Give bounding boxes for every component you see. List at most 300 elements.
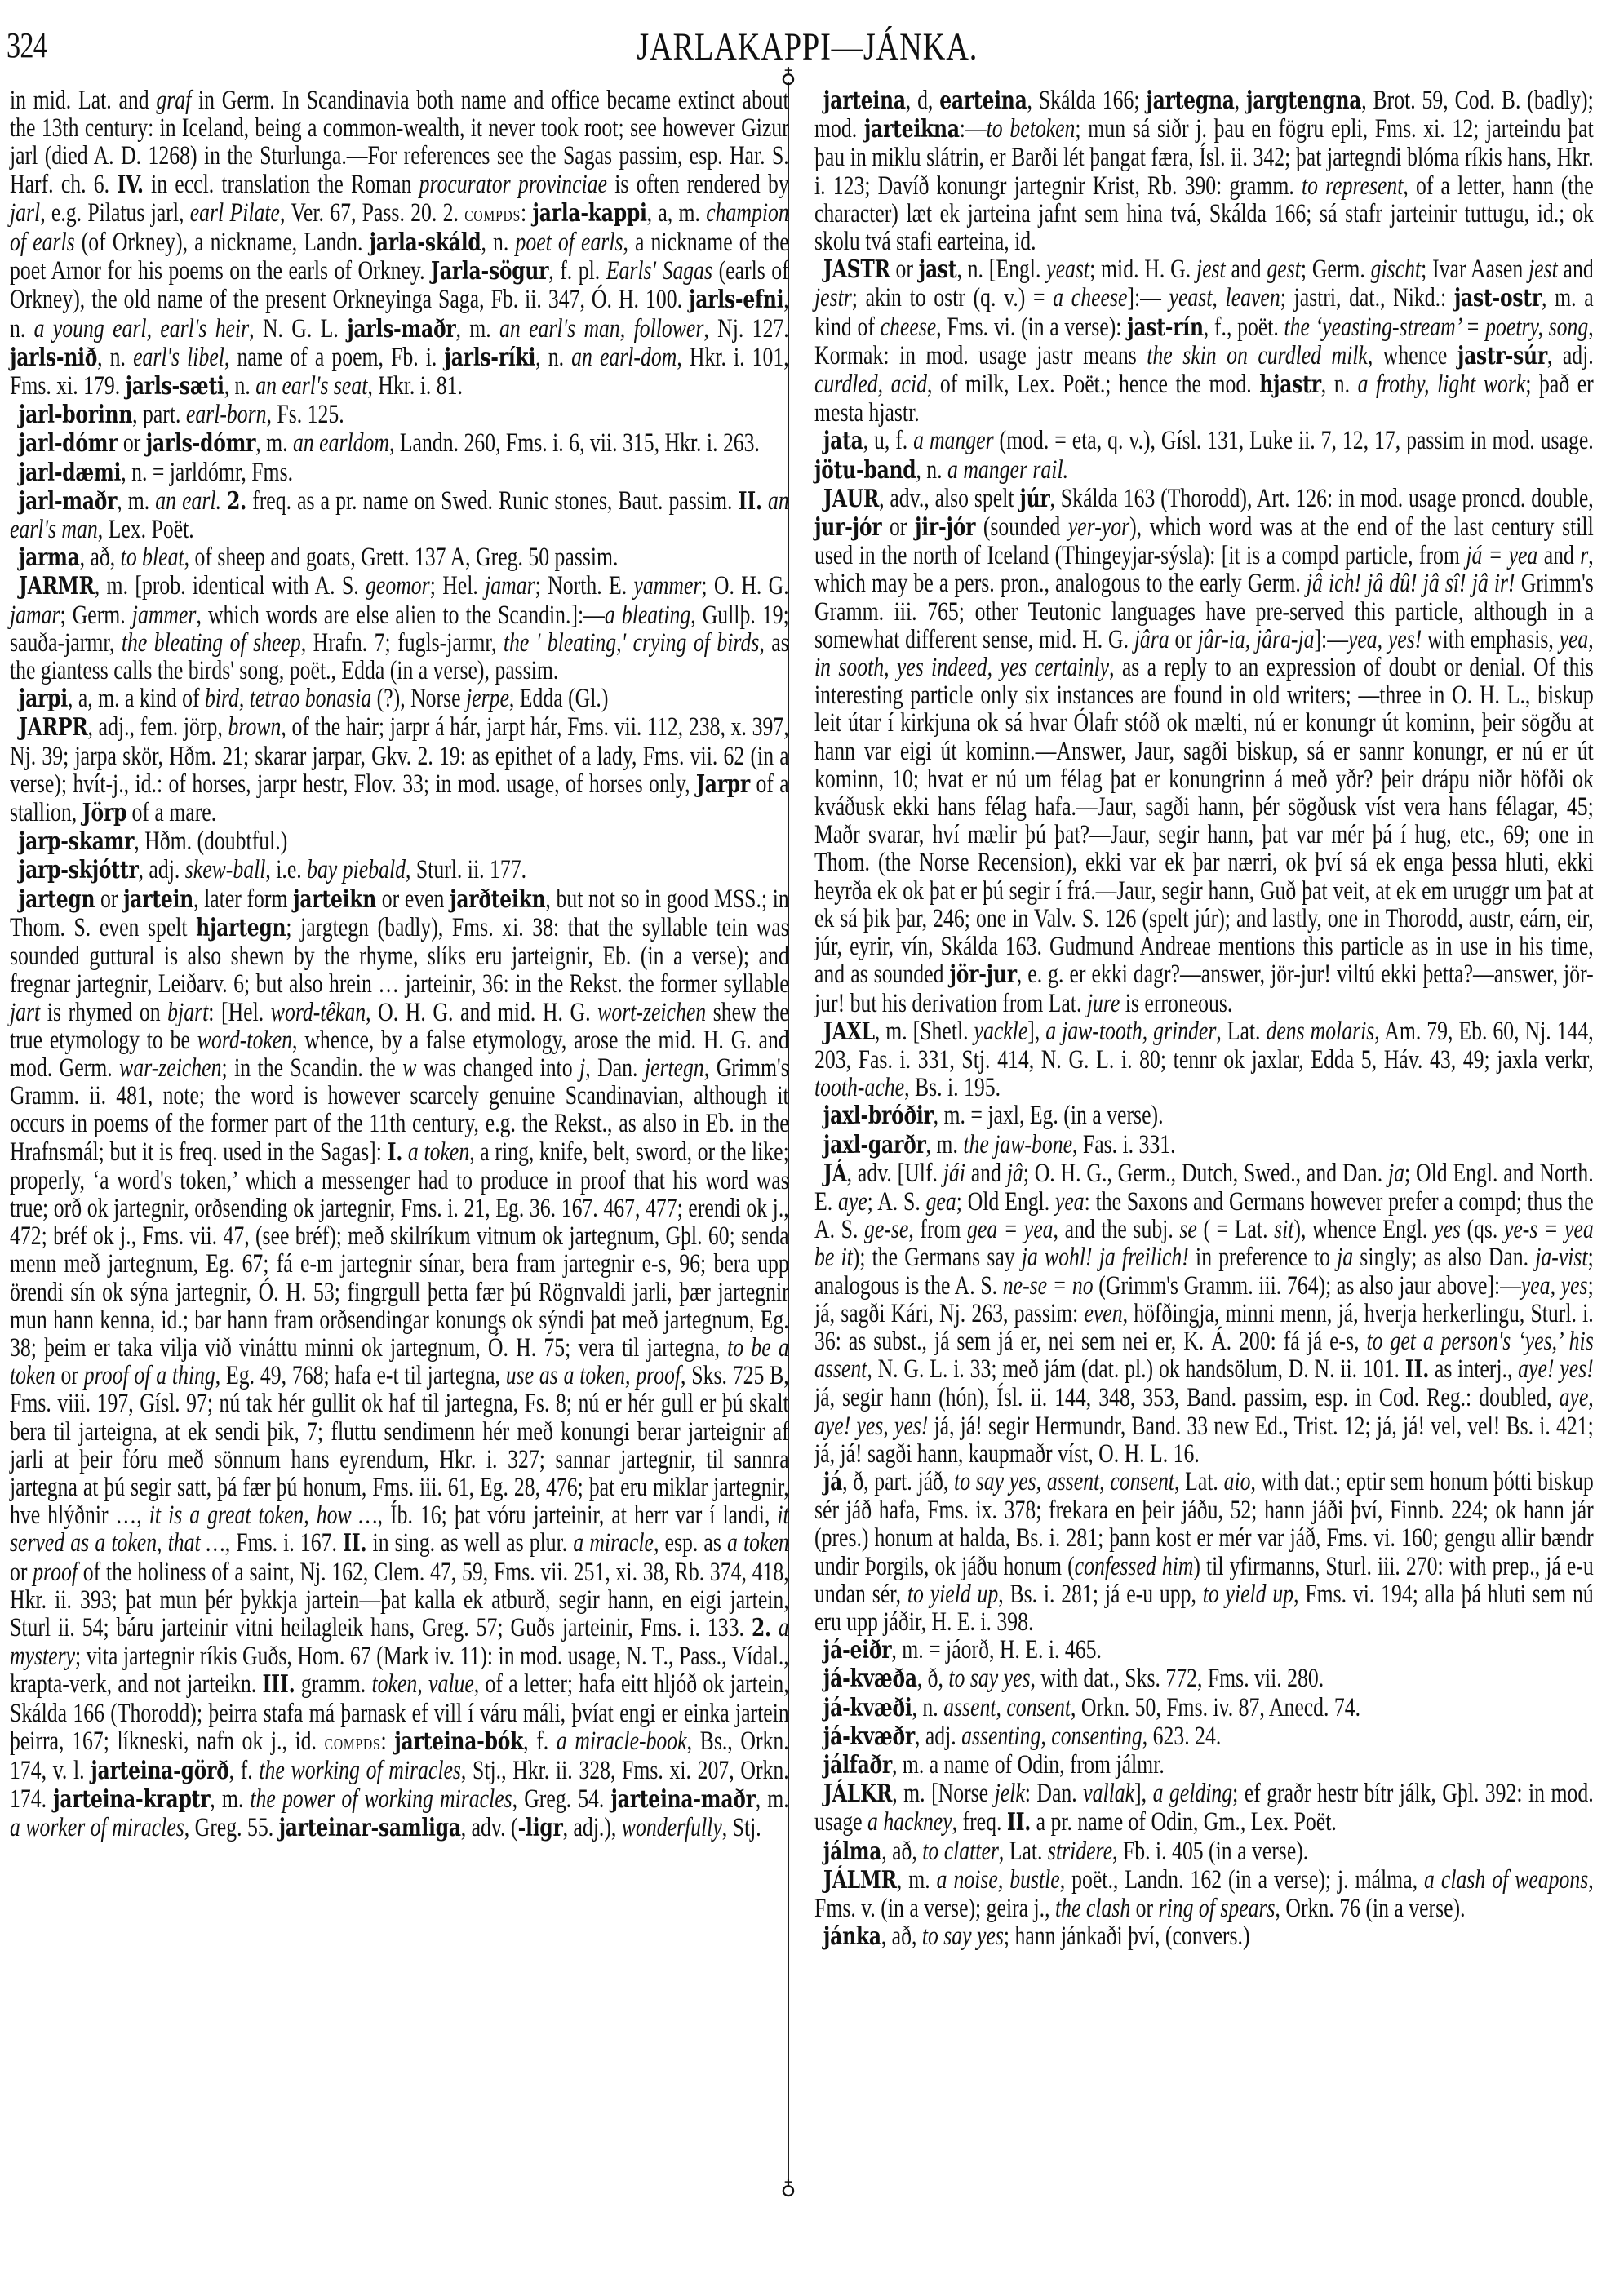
headword: jarls-maðr [347,314,456,344]
gloss: the working of miracles [259,1755,461,1785]
gloss: bjart [167,997,209,1027]
text-run: : [521,197,533,228]
text-run [762,486,768,516]
text-run: , Dan. [585,1053,645,1083]
dictionary-entry [10,713,789,827]
text-run: : [Hel. [208,997,271,1027]
gloss: graf [156,86,192,115]
text-run: ; jastri, dat., Nikd.: [1280,283,1454,313]
gloss: aio [1223,1466,1251,1496]
gloss: jest [1196,255,1226,285]
text-run: ], [1027,1016,1046,1046]
headword: II. [343,1529,367,1558]
text-run: , a nickname of the poet Arnor for his poems on the earls of Orkney. [10,228,789,286]
text-run: ; akin to ostr (q. v.) = [851,283,1054,313]
headword: já-kvæða [823,1664,917,1694]
dictionary-entry [814,1159,1594,1468]
right-column [814,86,1594,1951]
gloss: to clatter [922,1836,999,1866]
headword: jarpi [18,685,68,714]
headword: earteina [939,86,1027,115]
text-run: , m. a name of Odin, from jálmr. [891,1749,1165,1780]
gloss: use as a token, proof [505,1361,681,1391]
text-run: : the Saxons and Germans however prefer a compd; thus the A. S. [814,1186,1594,1245]
headword: II. [1404,1355,1430,1385]
gloss: ja wohl! ja freilich! [1021,1243,1189,1273]
gloss: to be a token [10,1332,789,1391]
dictionary-entry [10,685,789,713]
dictionary-entry [814,485,1594,1017]
text-run: (earls of Orkney), the old name of the present Orkneyinga Saga, Fb. ii. 347, Ó. H. 100. [10,256,789,315]
text-run: , part. [132,400,186,430]
text-run: , að, [79,543,121,573]
headword: jálma [823,1837,882,1866]
gloss: brown [228,712,282,742]
headword: I. [387,1137,403,1167]
gloss: wort-zeichen [597,997,707,1027]
headword: jast-ostr [1453,284,1542,313]
headword: jarls-efni [689,286,784,315]
dictionary-entry [10,401,789,429]
gloss: jure [1086,988,1120,1018]
gloss: se [1179,1215,1197,1245]
headword: jarls-nið [10,343,98,372]
headword: jast-rín [1127,312,1204,342]
headword: jötu-band [814,455,916,485]
gloss: jâra [1134,624,1169,654]
text-run: ), whence Engl. [1293,1215,1434,1245]
dictionary-entry [814,1131,1594,1159]
text-run: , Ver. 67, Pass. 20. 2. [279,197,465,228]
headword: jir-jór [915,513,976,543]
text-run: , Bs. i. 281; já e-u upp, [998,1579,1203,1609]
text-run: ; O. H. G., Germ., Dutch, Swed., and Dan. [1023,1158,1389,1188]
text-run: , n. [10,285,789,344]
headword: jarl-borinn [18,401,133,430]
dictionary-entry [814,1664,1594,1693]
gloss: champion of earls [10,197,789,258]
headword: jarteinar-samliga [278,1814,461,1843]
text-run: já, já! segir Hermundr, Band. 33 new Ed., Trist. 12; já, já! vel, vel! Bs. i. 421; já, já! sagði hann, kaupmaðr víst, O. H. L. 16. [814,1411,1594,1469]
text-run: , n. [535,342,572,372]
text-run: , adv., also spelt [879,483,1020,513]
text-run: ; mid. H. G. [1089,255,1196,285]
headword: já-eiðr [823,1636,892,1665]
gloss: jái [943,1158,965,1188]
ornament-bottom-icon: ♁ [780,2175,796,2199]
gloss: earl Pilate [189,197,280,228]
text-run: , Orkn. 50, Fms. iv. 87, Anecd. 74. [1070,1692,1361,1722]
gloss: a miracle-book [556,1726,687,1756]
gloss: an earl. [155,485,222,516]
gloss: w [402,1053,417,1083]
headword: júr [1019,484,1050,513]
gloss: to betoken [986,114,1076,144]
gloss: aye! yes! [1518,1354,1594,1385]
text-run: , Bs. i. 195. [904,1073,1001,1103]
text-run: , with dat.; eptir sem honum þótti biskup sér jáð hafa, Fms. ix. 378; frekara en þeir jáðu, 52; hann jáði því, Finnb. 224; ok hann jár (pres.) honum at halda, Bs. i. 281; þann kost er mér var jáð, Fms. vi. 160; gengu allir bændr undir Þorgils, ok jáðu honum ( [814,1466,1594,1581]
gloss: a token [726,1528,789,1558]
text-run: ; Hel. [429,571,486,601]
headword: JAXL [823,1017,875,1046]
headword: jarteikn [293,884,377,914]
gloss: já = yea [1466,541,1538,571]
text-run: , esp. as [653,1528,727,1558]
gloss: vallak [1083,1779,1135,1809]
gloss: geomor [366,571,430,601]
text-run: , i.e. [265,855,308,885]
text-run: ; vita jartegnir ríkis Guðs, Hom. 67 (Mark iv. 11): in mod. usage, N. T., Pass., Vídal., krapta-verk, and not jarteikn. [10,1642,789,1700]
text-run: , Sks. 725 B, Fms. viii. 197, Gísl. 97; nú tak hér gullit ok haf til jartegna, Fs. 8; nú er hér gull er þú skalt bera til jarteigna, at ek sendi þik, 7; fluttu sendimenn hér með konungi berar jarteignir af jarli at þeir fóru með sönnum hans eyrendum, Hkr. i. 327; sannar jartegnir, til sannra jartegna at þú segir satt, þá fær þú honum, Fms. iii. 61, Eg. 28, 476; þat eru miklar jartegnir, hve hlýðnir …, [10,1361,789,1531]
headword: jata [823,427,863,456]
gloss: the jaw-bone [963,1129,1073,1159]
headword: -ligr [517,1814,563,1843]
text-run: ; það er mesta hjastr. [814,370,1594,428]
gloss: a token [407,1137,470,1167]
text-run: or [95,884,124,914]
text-run: ; já, sagði Kári, Nj. 263, passim: [814,1270,1594,1328]
text-run: , Hrafn. 7; fugls-jarmr, [300,627,504,658]
dictionary-entry [814,427,1594,484]
headword: jarteina [823,86,906,115]
text-run: , d, [905,86,940,115]
gloss: jertegn [644,1053,704,1083]
headword: jarteina-görð [91,1756,229,1785]
text-run: as interj., [1429,1354,1519,1385]
text-run: ; mun sá siðr j. þau en fögru epli, Fms. xi. 12; jarteindu þat þau in miklu slátrin, er Barði lét þangat færa, Ísl. ii. 342; þat jartegndi blóma ríkis hans, Hkr. i. 123; Davíð konungr jartegnir Krist, Rb. 390: gramm. [814,114,1594,201]
gloss: the ‘yeasting-stream’ = poetry, song [1284,312,1589,342]
text-run: a pr. name of Odin, Gm., Lex. Poët. [1031,1807,1337,1837]
text-run: , m. [prob. identical with A. S. [94,571,366,601]
headword: jör-jur [949,960,1017,990]
text-run: , Lat. [998,1836,1048,1866]
text-run: : [380,1726,395,1756]
text-run: , að, [881,1836,923,1866]
text-run: , m. [Norse [892,1779,995,1809]
text-run: gramm. [295,1669,372,1700]
gloss: the skin on curdled milk [1147,340,1368,370]
text-run: , a, m. [646,197,707,228]
ornament-top-icon: ♁ [780,64,796,87]
gloss: jâ ich! jâ dû! jâ sî! jâ ir! [1306,569,1515,599]
text-run: or even [376,884,450,914]
text-run: : Dan. [1024,1779,1084,1809]
text-run: , of milk, Lex. Poët.; hence the mod. [926,370,1260,400]
headword: já [823,1467,843,1496]
text-run: , n. [224,371,256,401]
headword: jur-jór [814,513,882,543]
gloss: r [1580,541,1589,571]
text-run: , f. pl. [548,256,606,286]
gloss: ring of spears [1158,1894,1276,1923]
text-run: , Íb. 16; þat vóru jarteinir, at herr var í landi, [377,1500,778,1531]
text-run: , adv. ( [460,1813,518,1843]
text-run: , Orkn. 76 (in a verse). [1275,1894,1466,1923]
headword: JARPR [18,713,88,742]
text-run: and [1557,255,1594,285]
text-run: , adj. [914,1721,962,1751]
dictionary-entry [10,459,789,487]
gloss: cheese [880,312,937,342]
headword: 2. [751,1613,771,1642]
text-run: , m. a kind of [814,283,1594,342]
gloss: assenting, consenting [961,1721,1142,1751]
text-run: ; Germ. [1300,255,1371,285]
text-run: or [118,428,146,459]
text-run: , m. [455,313,500,344]
dictionary-entry [814,1017,1594,1102]
text-run: , m. [755,1784,789,1815]
headword: jálfaðr [823,1750,892,1780]
dictionary-entry [814,1722,1594,1751]
gloss: the ' bleating,' crying of birds [503,627,760,658]
dictionary-entry [10,572,789,685]
text-run: and [1537,541,1581,571]
headword: jarteina-maðr [610,1785,756,1815]
text-run: , Brot. 59, Cod. B. (badly); mod. [814,86,1594,144]
gloss: a miracle [573,1528,654,1558]
dictionary-entry [814,1751,1594,1780]
text-run: , Fms. vi. 194; alla þá hluti sem nú eru upp jáðir, H. E. i. 398. [814,1579,1594,1637]
gloss: yea, yes! [1347,624,1422,654]
text-run: of the holiness of a saint, Nj. 162, Clem. 47, 59, Fms. vii. 251, xi. 38, Rb. 374, 418, Hkr. ii. 393; þat mun þér þykkja jartein—þat kalla ek atburð, segir hann, en eigi jartein, Sturl ii. 54; báru jarteinir vitni heilagleik hans, Greg. 57; Guðs jarteinir, Fms. i. 133. [10,1557,789,1642]
gloss: a jaw-tooth, grinder [1045,1016,1217,1046]
text-run: in eccl. translation the Roman [143,169,419,199]
text-run: , m. [Shetl. [874,1016,974,1046]
text-run: , Landn. 260, Fms. i. 6, vii. 315, Hkr. i. 263. [388,428,760,459]
gloss: jâ [1006,1158,1023,1188]
dictionary-entry [814,1101,1594,1130]
gloss: assent, consent [943,1692,1071,1722]
gloss: ja-vist [1535,1243,1588,1273]
gloss: stridere [1047,1836,1113,1866]
gloss: to yield up [907,1579,999,1609]
headword: jánka [823,1922,881,1952]
text-run [771,1613,779,1642]
gloss: war-zeichen [119,1053,222,1083]
text-run: , whence, by a false etymology, arose the mid. H. G. and mod. Germ. [10,1025,789,1083]
gloss: the power of working miracles [250,1784,512,1815]
text-run: , a ring, knife, belt, sword, or the like; properly, ‘a word's token,’ which a messenger had to produce in proof that his word was true; orð ok jartegnir, orðsending ok jartegnir, Fms. i. 21, Eg. 36. 167. 467, 477; erendi ok j., 472; bréf ok j., Fms. vii. 47, (see bréf); með skilríkum vitnum ok jartegnum, Gþl. 60; senda menn með jartegnum, Eg. 67; fá e-m jartegnir sínar, bera fram jartegnir e-s, 96; bera upp örendi sín ok sýna jartegnir, Ó. H. 53; fingrgull þetta fær þú Rögnvaldi jarli, þær jartegnir mun hann kenna, id.; bar hann fram orðsendingar konungs ok sýndi þat með jartegnum, Eg. 38; þeim er taka vilja við vináttu minni ok jartegnum, Ó. H. 75; vera til jartegna, [10,1137,789,1363]
headword: jarls-ríki [444,343,536,372]
gloss: a worker of miracles [10,1813,184,1843]
headword: jartein [123,884,193,914]
text-run: of a stallion, [10,769,789,828]
gloss: jestr [814,283,852,313]
text-run: or [1130,1894,1159,1923]
text-run: , Edda (Gl.) [508,684,609,714]
gloss: procurator provinciae [419,169,607,199]
text-run: or [881,512,916,543]
text-run: , n. [916,454,948,485]
text-run: , n. [Engl. [956,255,1047,285]
gloss: it served as a token, that … [10,1500,789,1558]
headword: jarðteikn [450,884,546,914]
headword: jarl-dómr [18,429,118,459]
gloss: to represent [1301,171,1404,201]
gloss: to bleat [120,543,184,573]
gloss: jest [1528,255,1558,285]
headword: jartegn [18,884,95,914]
headword: jarteikna [863,115,960,144]
gloss: sit [1274,1215,1294,1245]
text-run: , Eg. 49, 768; hafa e-t til jartegna, [215,1361,506,1391]
gloss: tooth-ache [814,1073,905,1103]
text-run: , n. [481,228,516,258]
text-run: , freq. [952,1807,1007,1837]
headword: jargtengna [1245,86,1362,115]
headword: jarla-skáld [369,228,481,258]
gloss: to say yes [921,1921,1004,1952]
text-run: , m. [117,485,156,516]
text-run: , later form [193,884,294,914]
text-run: and [1225,255,1267,285]
headword: JAUR [823,484,880,513]
text-run: ; North. E. [535,571,634,601]
text-run: is erroneous. [1120,988,1233,1018]
text-run: , name of a poem, Fb. i. [224,342,445,372]
dictionary-entry [10,543,789,572]
text-run: in preference to [1188,1243,1338,1273]
gloss: yer-yor [1067,512,1130,543]
text-run: , Greg. 54. [512,1784,611,1815]
gloss: proof of a thing [83,1361,215,1391]
dictionary-entry [10,885,789,1843]
text-run: , Greg. 55. [184,1813,279,1843]
dictionary-entry [814,86,1594,255]
text-run: , f., poët. [1203,312,1284,342]
compounds-label: compds [464,201,521,227]
text-run: , which words are else alien to the Scandin.]:— [196,600,605,630]
text-run: ; A. S. [867,1186,926,1217]
text-run: shew the true etymology to be [10,997,789,1055]
text-run: , Nj. 127. [703,313,789,344]
text-run: (?), Norse [371,684,467,714]
gloss: ye-s = yea be it [814,1215,1594,1273]
gloss: yea [1054,1186,1085,1217]
gloss: gea [925,1186,956,1217]
text-run: singly; as also Dan. [1353,1243,1536,1273]
text-run: , adj., fem. jörp, [87,712,228,742]
text-run: (mod. = eta, q. v.), Gísl. 131, Luke ii. 7, 12, 17, passim in mod. usage. [993,426,1594,456]
headword: jarp-skjóttr [18,856,139,885]
text-run: , adj. [1546,340,1594,370]
text-run: , m. [896,1864,937,1895]
text-run: (of Orkney), a nickname, Landn. [74,228,370,258]
dictionary-entry [814,255,1594,427]
text-run: Grimm's Gramm. iii. 765; other Teutonic languages have pre-served this particle, although in a somewhat different sense, mid. H. G. [814,569,1594,654]
headword: já-kvæði [823,1693,912,1722]
gloss: jamar [485,571,535,601]
gloss: jammer [131,600,197,630]
text-run: , from [908,1215,968,1245]
text-run: , m. [925,1129,964,1159]
text-run: in Germ. In Scandinavia both name and office became extinct about the 13th century: in Iceland, being a common-wealth, it never took root; see however Gizur jarl (died A. D. 1268) in the Sturlunga.—For references see the Sagas passim, esp. Har. S. Harf. ch. 6. [10,86,789,199]
text-run: , Sturl. ii. 177. [405,855,527,885]
gloss: yeast [1046,255,1090,285]
text-run: , Lat. [1216,1016,1267,1046]
gloss: to get a person's ‘yes,’ his assent [814,1326,1594,1385]
text-run: ; O. H. G. [701,571,789,601]
text-run: , Hkr. i. 81. [367,371,463,401]
text-run: , að, [881,1921,922,1952]
text-run: , whence [1367,340,1457,370]
text-run: , Skálda 163 (Thorodd), Art. 126: in mod. usage proncd. double, [1049,483,1594,513]
text-run: , N. G. L. [249,313,348,344]
gloss: a manger rail. [947,454,1069,485]
text-run: , Stj. [721,1813,761,1843]
text-run: ), which word was at the end of the last century still used in the north of Iceland (Thingeyjar-sýsla): [it is a compd particle, from [814,512,1594,571]
text-run: ; jargtegn (badly), Fms. xi. 38: that the syllable tein was sounded guttural is also shewn by the rhyme, slíks eru jarteignir, Eb. (in a verse); and fregnar jartegnir, Leiðarv. 6; but also hrein … jarteinir, 36: in the Rekst. the former syllable [10,912,789,1000]
headword: IV. [117,170,144,199]
gloss: ja [1337,1243,1354,1273]
gloss: to yield up [1202,1579,1294,1609]
gloss: it is a great token, how … [149,1500,378,1531]
gloss: word-token [197,1025,293,1055]
gloss: bird, tetrao bonasia [204,684,372,714]
text-run: or [55,1361,84,1391]
dictionary-entry [814,1866,1594,1922]
text-run: , adj. [138,855,185,885]
gloss: a manger [913,426,994,456]
gloss: jart [10,997,41,1027]
gloss: jarl [10,197,41,228]
text-run: , of a letter; hafa eitt hljóð ok jartein, Skálda 166 (Thorodd); þeirra stafa má þarnask ef vill í váru máli, þvíat engi er einka jartein þeirra, 167; líkneski, nafn ok j., id. [10,1669,789,1756]
headword: Jarpr [695,769,751,799]
text-run: was changed into [416,1053,580,1083]
text-run: , but not so in good MSS.; in Thom. S. even spelt [10,884,789,942]
gloss: skew-ball [184,855,266,885]
headword: II. [738,486,762,516]
gloss: jamar [10,600,60,630]
text-run: , poët., Landn. 162 (in a verse); j. málma, [1059,1864,1425,1895]
text-run: , ð, [916,1664,949,1694]
headword: já-kvæðr [823,1722,915,1751]
headword: jast [918,255,957,285]
text-run: ) til yfirmanns, Sturl. iii. 270: with prep., já e-u undan sér, [814,1551,1594,1609]
text-run: , ð, part. jáð, [842,1466,955,1496]
headword: Jörp [82,799,127,828]
gloss: gea = yea [967,1215,1054,1245]
text-run: , 623. 24. [1142,1721,1222,1751]
text-run: , m. [255,428,293,459]
text-run: ; ef graðr hestr bítr jálk, Gþl. 392: in mod. usage [814,1779,1594,1837]
gloss: yes [1433,1215,1461,1245]
gloss: earl's libel [133,342,224,372]
text-run: (sounded [975,512,1068,543]
gloss: an earl's man [10,485,789,545]
headword: hjastr [1259,370,1321,400]
headword: jaxl-bróðir [823,1101,934,1131]
text-run: (Grimm's Gramm. iii. 764); as also jaur above]:— [1093,1270,1521,1301]
text-run: , n. = jarldómr, Fms. [121,457,294,487]
dictionary-entry [10,86,789,401]
headword: JÁLMR [823,1865,897,1895]
text-run: , Skálda 166; [1027,86,1147,115]
text-run: , with dat., Sks. 772, Fms. vii. 280. [1030,1664,1324,1694]
headword: jarls-sæti [125,372,224,401]
text-run: , adj.), [562,1813,622,1843]
text-run: ); the Germans say [852,1243,1022,1273]
headword: jarma [18,543,80,573]
text-run: , Lex. Poët. [97,515,194,545]
dictionary-entry [10,827,789,856]
gloss: token, value [371,1669,474,1700]
gloss: to say yes, assent, consent [954,1466,1174,1496]
gloss: ja [1388,1158,1405,1188]
headword: jarteina-kraptr [53,1785,211,1815]
text-run: , of a letter, hann (the character) læt ek jarteina jafnt sem hina tvá, Skálda 166; sá stafr jarteinir tuttugu, id.; ok skolu tvá stafi earteina, id. [814,171,1594,257]
